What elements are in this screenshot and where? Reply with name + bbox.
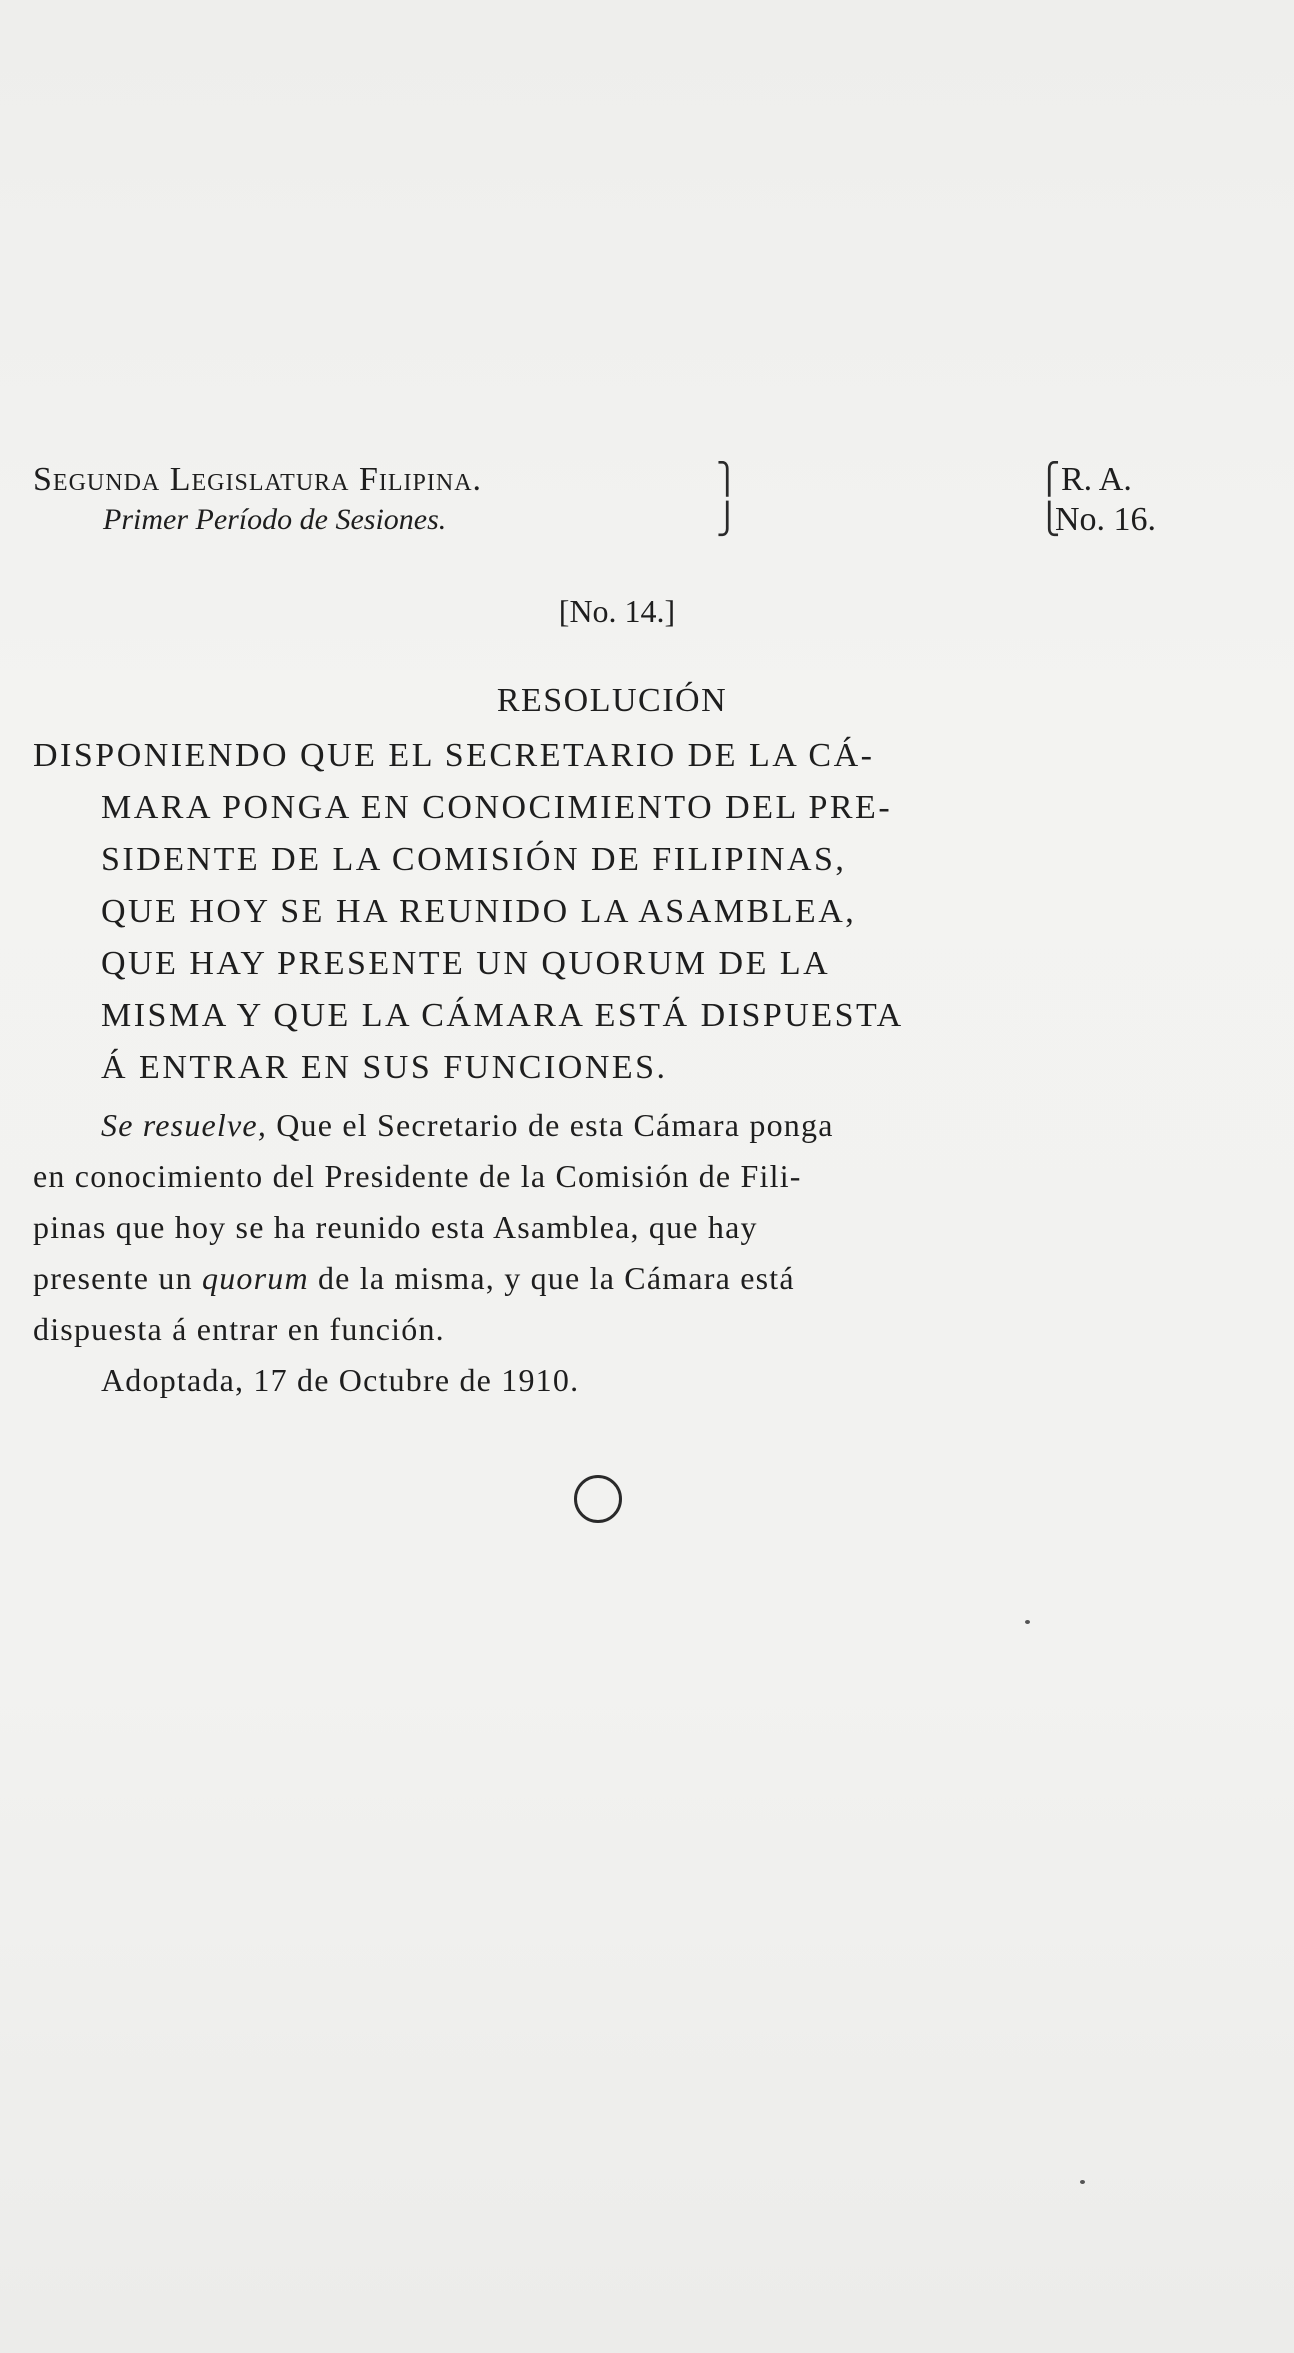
resolution-body bbox=[33, 1100, 1183, 1406]
ra-number: No. 16. bbox=[1055, 501, 1157, 538]
quorum-italic: quorum bbox=[202, 1260, 309, 1296]
body-line bbox=[33, 1253, 1183, 1304]
title-line: MISMA Y QUE LA CÁMARA ESTÁ DISPUESTA bbox=[101, 997, 904, 1034]
paper-speck bbox=[1025, 1620, 1030, 1624]
resolve-phrase: Se resuelve, bbox=[101, 1107, 268, 1143]
body-line: en conocimiento del Presidente de la Comisión de Fili- bbox=[33, 1158, 802, 1194]
body-text: presente un bbox=[33, 1260, 203, 1296]
ra-label: R. A. bbox=[1061, 461, 1132, 498]
body-text: de la misma, y que la Cámara está bbox=[308, 1260, 795, 1296]
session-period: Primer Período de Sesiones. bbox=[103, 503, 447, 536]
header-right bbox=[1055, 460, 1275, 540]
title-line: QUE HAY PRESENTE UN QUORUM DE LA bbox=[101, 945, 831, 982]
end-mark-circle bbox=[574, 1475, 622, 1523]
adoption-date: Adoptada, 17 de Octubre de 1910. bbox=[101, 1362, 580, 1398]
body-line: pinas que hoy se ha reunido esta Asamblea, que hay bbox=[33, 1209, 758, 1245]
title-line: MARA PONGA EN CONOCIMIENTO DEL PRE- bbox=[101, 789, 893, 826]
resolution-heading: RESOLUCIÓN bbox=[496, 682, 728, 719]
body-line bbox=[33, 1100, 1183, 1151]
title-line: DISPONIENDO QUE EL SECRETARIO DE LA CÁ- bbox=[33, 737, 875, 774]
right-brace: ⎧ ⎩ bbox=[1038, 463, 1061, 536]
header-left bbox=[33, 460, 733, 540]
title-line: QUE HOY SE HA REUNIDO LA ASAMBLEA, bbox=[101, 893, 857, 930]
body-line: dispuesta á entrar en función. bbox=[33, 1311, 445, 1347]
paper-speck bbox=[1080, 2180, 1085, 2184]
title-line: Á ENTRAR EN SUS FUNCIONES. bbox=[101, 1049, 668, 1086]
left-brace: ⎫ ⎭ bbox=[716, 463, 739, 536]
document-number: [No. 14.] bbox=[558, 593, 676, 629]
title-line: SIDENTE DE LA COMISIÓN DE FILIPINAS, bbox=[101, 841, 847, 878]
legislature-name: Segunda Legislatura Filipina. bbox=[33, 461, 483, 498]
body-text: Que el Secretario de esta Cámara ponga bbox=[267, 1107, 834, 1143]
resolution-title bbox=[33, 730, 1183, 1094]
